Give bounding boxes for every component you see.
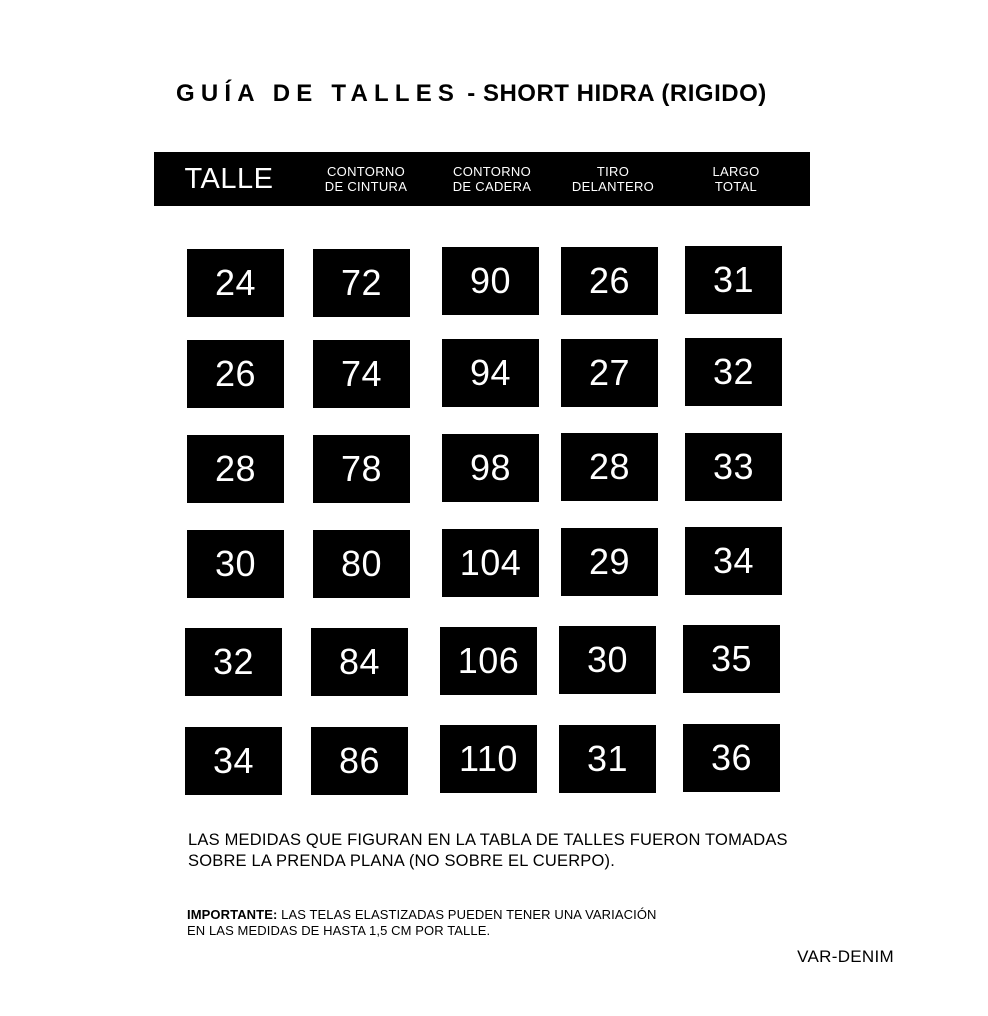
cell-talle: 30 xyxy=(187,530,284,598)
cell-tiro: 29 xyxy=(561,528,658,596)
page-title xyxy=(176,80,767,108)
cell-cintura: 78 xyxy=(313,435,410,503)
cell-largo: 32 xyxy=(685,338,782,406)
important-line-2: EN LAS MEDIDAS DE HASTA 1,5 CM POR TALLE. xyxy=(187,922,491,938)
cell-tiro: 31 xyxy=(559,725,656,793)
cell-talle: 26 xyxy=(187,340,284,408)
note-line-1: LAS MEDIDAS QUE FIGURAN EN LA TABLA DE TALLES FUERON TOMADAS xyxy=(188,831,788,849)
cell-tiro: 26 xyxy=(561,247,658,315)
measurement-note xyxy=(188,830,868,872)
cell-talle: 28 xyxy=(187,435,284,503)
header-contorno-cadera: CONTORNO DE CADERA xyxy=(452,164,532,194)
cell-talle: 34 xyxy=(185,727,282,795)
cell-largo: 35 xyxy=(683,625,780,693)
title-product: - SHORT HIDRA (RIGIDO) xyxy=(460,80,767,107)
brand-name: VAR-DENIM xyxy=(797,947,894,966)
header-talle: TALLE xyxy=(184,163,274,195)
table-header xyxy=(154,152,810,206)
cell-talle: 24 xyxy=(187,249,284,317)
cell-tiro: 28 xyxy=(561,433,658,501)
important-label: IMPORTANTE: xyxy=(187,907,278,922)
cell-cadera: 104 xyxy=(442,529,539,597)
important-line-1: LAS TELAS ELASTIZADAS PUEDEN TENER UNA VARIACIÓN xyxy=(277,907,657,922)
important-note xyxy=(187,907,747,938)
cell-cintura: 80 xyxy=(313,530,410,598)
cell-largo: 33 xyxy=(685,433,782,501)
cell-cadera: 98 xyxy=(442,434,539,502)
cell-cintura: 74 xyxy=(313,340,410,408)
cell-largo: 31 xyxy=(685,246,782,314)
header-largo-total: LARGO TOTAL xyxy=(712,164,760,194)
cell-largo: 34 xyxy=(685,527,782,595)
note-line-2: SOBRE LA PRENDA PLANA (NO SOBRE EL CUERPO). xyxy=(188,852,616,870)
header-tiro-delantero: TIRO DELANTERO xyxy=(571,164,655,194)
cell-tiro: 27 xyxy=(561,339,658,407)
cell-cintura: 86 xyxy=(311,727,408,795)
title-main: GUÍA DE TALLES xyxy=(176,80,461,107)
cell-cintura: 72 xyxy=(313,249,410,317)
cell-cintura: 84 xyxy=(311,628,408,696)
cell-cadera: 94 xyxy=(442,339,539,407)
cell-cadera: 106 xyxy=(440,627,537,695)
cell-cadera: 110 xyxy=(440,725,537,793)
cell-largo: 36 xyxy=(683,724,780,792)
header-contorno-cintura: CONTORNO DE CINTURA xyxy=(324,164,408,194)
cell-tiro: 30 xyxy=(559,626,656,694)
cell-cadera: 90 xyxy=(442,247,539,315)
cell-talle: 32 xyxy=(185,628,282,696)
